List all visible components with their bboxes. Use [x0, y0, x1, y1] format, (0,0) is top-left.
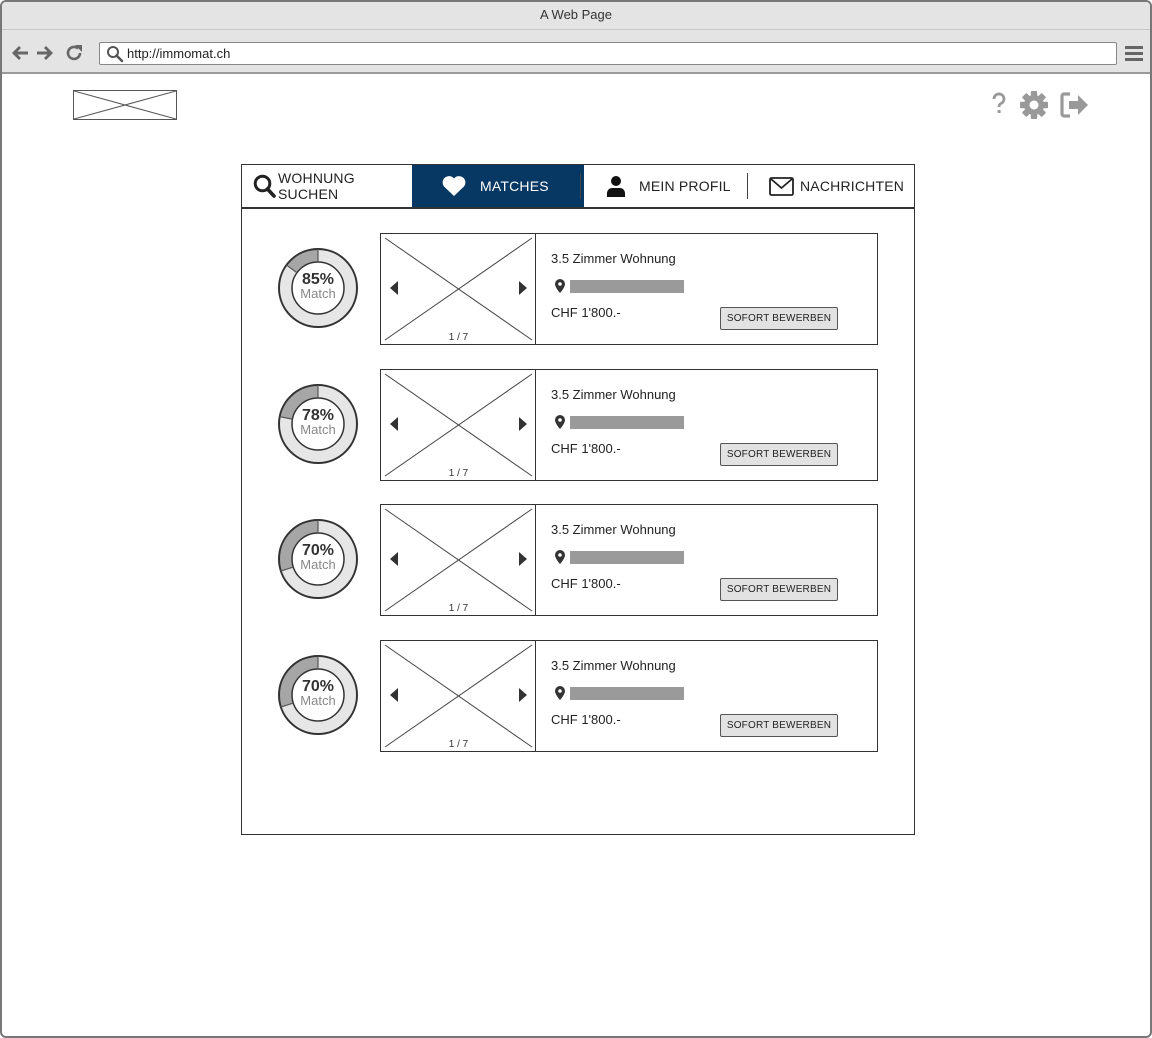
match-score — [277, 518, 359, 600]
listing-card[interactable] — [380, 504, 878, 616]
address-placeholder — [570, 416, 684, 429]
image-carousel[interactable] — [381, 370, 536, 480]
tab-wohnung-suchen[interactable] — [242, 165, 411, 207]
location-pin-icon — [555, 550, 565, 564]
tab-divider — [580, 173, 581, 199]
carousel-prev-icon[interactable] — [388, 280, 400, 296]
location-pin-icon — [555, 415, 565, 429]
back-arrow-icon[interactable] — [10, 43, 30, 63]
match-label: Match — [300, 286, 336, 301]
listing-title: 3.5 Zimmer Wohnung — [551, 387, 676, 402]
listing-title: 3.5 Zimmer Wohnung — [551, 522, 676, 537]
match-score — [277, 383, 359, 465]
carousel-next-icon[interactable] — [517, 687, 529, 703]
tab-label: MEIN PROFIL — [639, 178, 731, 194]
listing-card[interactable] — [380, 369, 878, 481]
image-placeholder-icon — [381, 234, 536, 344]
gear-icon[interactable] — [1018, 90, 1050, 120]
tab-label: MATCHES — [480, 178, 549, 194]
image-placeholder-icon — [381, 505, 536, 615]
match-score — [277, 654, 359, 736]
address-placeholder — [570, 687, 684, 700]
image-carousel[interactable] — [381, 505, 536, 615]
carousel-next-icon[interactable] — [517, 280, 529, 296]
carousel-counter: 1 / 7 — [448, 603, 469, 614]
tab-matches[interactable] — [412, 165, 584, 207]
tab-nachrichten[interactable] — [748, 165, 914, 207]
tab-mein-profil[interactable] — [585, 165, 747, 207]
match-row — [242, 233, 914, 345]
carousel-counter: 1 / 7 — [448, 468, 469, 479]
match-row — [242, 640, 914, 752]
address-placeholder — [570, 551, 684, 564]
image-placeholder-icon — [381, 370, 536, 480]
listing-title: 3.5 Zimmer Wohnung — [551, 658, 676, 673]
user-icon — [606, 175, 626, 197]
logout-icon[interactable] — [1058, 90, 1090, 120]
carousel-counter: 1 / 7 — [448, 332, 469, 343]
carousel-counter: 1 / 7 — [448, 739, 469, 750]
forward-arrow-icon[interactable] — [35, 43, 55, 63]
match-row — [242, 504, 914, 616]
logo-placeholder[interactable] — [73, 90, 177, 120]
listing-title: 3.5 Zimmer Wohnung — [551, 251, 676, 266]
carousel-next-icon[interactable] — [517, 551, 529, 567]
match-score — [277, 247, 359, 329]
envelope-icon — [769, 177, 794, 196]
match-label: Match — [300, 422, 336, 437]
apply-now-button[interactable]: SOFORT BEWERBEN — [720, 714, 838, 737]
window-title: A Web Page — [2, 2, 1150, 30]
listing-card[interactable] — [380, 640, 878, 752]
image-carousel[interactable] — [381, 234, 536, 344]
match-label: Match — [300, 557, 336, 572]
apply-now-button[interactable]: SOFORT BEWERBEN — [720, 307, 838, 330]
match-percent: 70% — [301, 542, 335, 559]
carousel-next-icon[interactable] — [517, 416, 529, 432]
question-icon[interactable] — [990, 90, 1008, 120]
address-placeholder — [570, 280, 684, 293]
carousel-prev-icon[interactable] — [388, 416, 400, 432]
image-carousel[interactable] — [381, 641, 536, 751]
reload-icon[interactable] — [64, 43, 84, 63]
search-icon — [106, 45, 124, 63]
image-placeholder-icon — [381, 641, 536, 751]
match-percent: 70% — [301, 678, 335, 695]
listing-price: CHF 1'800.- — [551, 576, 621, 591]
heart-icon — [441, 175, 467, 197]
tab-bar — [242, 165, 914, 209]
match-label: Match — [300, 693, 336, 708]
match-percent: 85% — [301, 271, 335, 288]
carousel-prev-icon[interactable] — [388, 551, 400, 567]
carousel-prev-icon[interactable] — [388, 687, 400, 703]
location-pin-icon — [555, 686, 565, 700]
listing-price: CHF 1'800.- — [551, 441, 621, 456]
apply-now-button[interactable]: SOFORT BEWERBEN — [720, 443, 838, 466]
tab-label: WOHNUNG SUCHEN — [278, 170, 355, 202]
hamburger-menu-icon[interactable] — [1123, 43, 1145, 63]
listing-card[interactable] — [380, 233, 878, 345]
match-percent: 78% — [301, 407, 335, 424]
main-panel — [241, 164, 915, 835]
location-pin-icon — [555, 279, 565, 293]
search-icon — [253, 174, 276, 198]
tab-label: NACHRICHTEN — [800, 178, 905, 194]
url-input[interactable] — [127, 45, 1107, 62]
image-placeholder-icon — [74, 91, 176, 119]
browser-toolbar — [2, 30, 1150, 74]
listing-price: CHF 1'800.- — [551, 712, 621, 727]
match-row — [242, 369, 914, 481]
listing-price: CHF 1'800.- — [551, 305, 621, 320]
apply-now-button[interactable]: SOFORT BEWERBEN — [720, 578, 838, 601]
address-bar[interactable] — [99, 42, 1117, 65]
